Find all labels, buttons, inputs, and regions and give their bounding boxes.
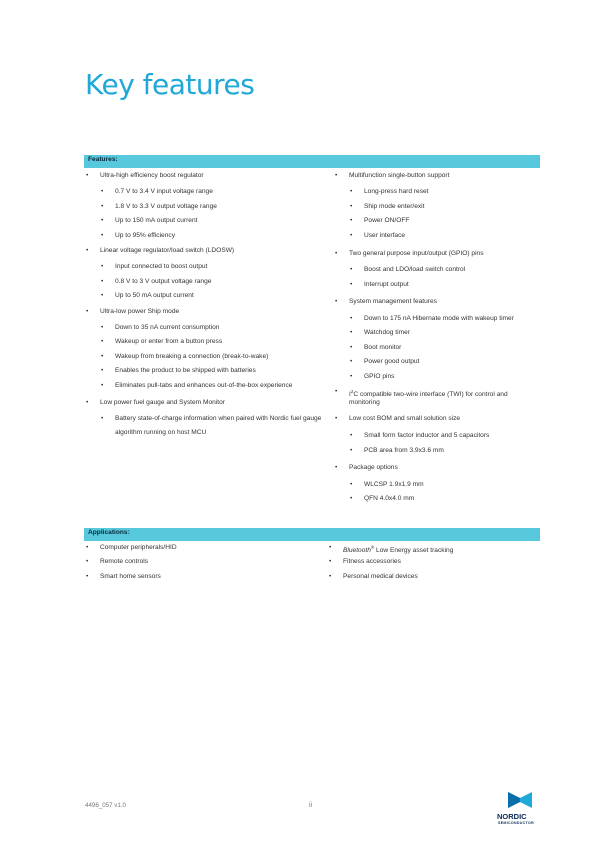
bullet-icon: • xyxy=(350,481,353,488)
feature-text: Eliminates pull-tabs and enhances out-of-the-box experience xyxy=(115,382,293,389)
bullet-icon: • xyxy=(101,203,104,210)
bullet-icon: • xyxy=(350,329,353,336)
feature-item xyxy=(335,463,398,473)
feature-item xyxy=(350,494,415,504)
feature-item xyxy=(350,314,514,324)
feature-text: Up to 50 mA output current xyxy=(115,292,194,299)
application-text: Remote controls xyxy=(100,558,149,565)
bullet-icon: • xyxy=(350,373,353,380)
applications-header-bar xyxy=(84,528,540,541)
bullet-icon: • xyxy=(335,464,338,471)
feature-item xyxy=(335,297,437,307)
feature-text: Up to 150 mA output current xyxy=(115,217,198,224)
bullet-icon: • xyxy=(101,338,104,345)
features-header: Features: xyxy=(88,156,118,163)
bullet-icon: • xyxy=(335,415,338,422)
feature-text: Power good output xyxy=(364,358,420,365)
feature-item xyxy=(350,216,410,226)
feature-item xyxy=(350,202,425,212)
bullet-icon: • xyxy=(335,388,338,395)
bullet-icon: • xyxy=(350,232,353,239)
feature-text: GPIO pins xyxy=(364,373,395,380)
feature-text: Package options xyxy=(349,464,398,471)
feature-text: Interrupt output xyxy=(364,281,409,288)
bullet-icon: • xyxy=(335,298,338,305)
bullet-icon: • xyxy=(350,344,353,351)
bullet-icon: • xyxy=(86,172,89,179)
feature-text: Boost and LDO/load switch control xyxy=(364,266,466,273)
feature-text: Boot monitor xyxy=(364,344,402,351)
feature-item xyxy=(101,187,213,197)
feature-item xyxy=(335,414,461,424)
feature-item xyxy=(350,187,429,197)
bullet-icon: • xyxy=(335,250,338,257)
feature-item xyxy=(101,381,293,391)
feature-item xyxy=(350,446,444,456)
application-item xyxy=(86,543,177,553)
bullet-icon: • xyxy=(101,188,104,195)
feature-text: WLCSP 1.9x1.9 mm xyxy=(364,481,424,488)
application-text: Low Energy asset tracking xyxy=(374,547,454,555)
feature-text: Watchdog timer xyxy=(364,329,410,336)
feature-item xyxy=(101,366,256,376)
bullet-icon: • xyxy=(101,415,104,422)
applications-header: Applications: xyxy=(88,529,130,536)
feature-item xyxy=(101,202,217,212)
logo-subtitle: SEMICONDUCTOR xyxy=(498,821,534,825)
brand-text: Bluetooth xyxy=(343,547,371,555)
feature-item xyxy=(335,171,450,181)
bullet-icon: • xyxy=(350,358,353,365)
application-text: Smart home sensors xyxy=(100,573,161,580)
feature-item xyxy=(101,231,175,241)
features-header-bar xyxy=(84,155,540,168)
feature-text: User interface xyxy=(364,232,406,239)
feature-text: Input connected to boost output xyxy=(115,263,208,270)
feature-text: algorithm running on host MCU xyxy=(115,429,207,436)
application-text: Computer peripherals/HID xyxy=(100,544,177,551)
feature-text: QFN 4.0x4.0 mm xyxy=(364,495,415,502)
document-id: 4496_057 v1.0 xyxy=(85,802,126,809)
application-item xyxy=(86,557,149,567)
feature-item xyxy=(86,246,235,256)
feature-item xyxy=(350,231,406,241)
bullet-icon: • xyxy=(86,399,89,406)
bullet-icon: • xyxy=(350,281,353,288)
bullet-icon: • xyxy=(101,263,104,270)
bullet-icon: • xyxy=(86,558,89,565)
feature-item xyxy=(101,337,223,347)
feature-item xyxy=(101,352,269,362)
feature-item xyxy=(115,428,206,438)
feature-text: Ship mode enter/exit xyxy=(364,203,425,210)
feature-text: Down to 175 nA Hibernate mode with wakeup timer xyxy=(364,315,514,322)
feature-text: Wakeup or enter from a button press xyxy=(115,338,223,345)
bullet-icon: • xyxy=(101,292,104,299)
bullet-icon: • xyxy=(101,217,104,224)
feature-text: Two general purpose input/output (GPIO) pins xyxy=(349,250,484,257)
feature-text: Ultra-high efficiency boost regulator xyxy=(100,172,204,179)
feature-item xyxy=(350,265,466,275)
feature-text: 0.8 V to 3 V output voltage range xyxy=(115,278,212,285)
feature-item xyxy=(101,323,220,333)
bullet-icon: • xyxy=(350,203,353,210)
bullet-icon: • xyxy=(329,573,332,580)
application-item xyxy=(86,572,161,582)
bullet-icon: • xyxy=(86,308,89,315)
bullet-icon: • xyxy=(329,558,332,565)
application-item xyxy=(329,543,454,556)
bullet-icon: • xyxy=(101,232,104,239)
feature-item xyxy=(101,277,212,287)
bullet-icon: • xyxy=(101,353,104,360)
page-number: ii xyxy=(309,802,313,809)
feature-text: Power ON/OFF xyxy=(364,217,410,224)
bullet-icon: • xyxy=(350,447,353,454)
registered-mark: ® xyxy=(370,545,375,550)
feature-item xyxy=(350,280,409,290)
bullet-icon: • xyxy=(101,324,104,331)
bullet-icon: • xyxy=(329,544,332,551)
bullet-icon: • xyxy=(350,432,353,439)
page-title: Key features xyxy=(85,68,255,101)
feature-item xyxy=(101,291,194,301)
bullet-icon: • xyxy=(101,278,104,285)
application-item xyxy=(329,572,418,582)
feature-item xyxy=(86,398,225,408)
application-text: Personal medical devices xyxy=(343,573,418,580)
feature-item xyxy=(350,343,402,353)
bullet-icon: • xyxy=(86,544,89,551)
feature-text: Linear voltage regulator/load switch (LDOSW) xyxy=(100,247,235,254)
feature-text: Battery state-of-charge information when paired with Nordic fuel gauge xyxy=(115,415,322,422)
feature-text: Wakeup from breaking a connection (break-to-wake) xyxy=(115,353,269,360)
bullet-icon: • xyxy=(86,247,89,254)
feature-text: Low power fuel gauge and System Monitor xyxy=(100,399,225,406)
feature-text: Multifunction single-button support xyxy=(349,172,450,179)
feature-text: $I^2C$ compatible two-wire interface (TWI) for control and xyxy=(349,389,508,399)
feature-item xyxy=(86,307,180,317)
feature-text: Low cost BOM and small solution size xyxy=(349,415,461,422)
feature-item xyxy=(335,249,484,259)
application-item xyxy=(329,557,401,567)
feature-text: 0.7 V to 3.4 V input voltage range xyxy=(115,188,213,195)
feature-item xyxy=(349,398,380,408)
feature-item xyxy=(101,262,208,272)
feature-text: Small form factor inductor and 5 capacitors xyxy=(364,432,490,439)
feature-item xyxy=(350,480,424,490)
feature-item xyxy=(350,328,410,338)
feature-item xyxy=(101,414,322,424)
feature-item xyxy=(350,431,490,441)
feature-text: Long-press hard reset xyxy=(364,188,429,195)
feature-text: monitoring xyxy=(349,399,380,406)
feature-item xyxy=(350,357,420,367)
bullet-icon: • xyxy=(350,217,353,224)
bullet-icon: • xyxy=(350,188,353,195)
bullet-icon: • xyxy=(101,367,104,374)
bullet-icon: • xyxy=(335,172,338,179)
logo-name: NORDIC xyxy=(497,812,527,821)
bullet-icon: • xyxy=(86,573,89,580)
feature-item xyxy=(101,216,198,226)
feature-item xyxy=(86,171,204,181)
feature-text: System management features xyxy=(349,298,437,305)
feature-text: Ultra-low power Ship mode xyxy=(100,308,180,315)
bullet-icon: • xyxy=(350,266,353,273)
feature-text: PCB area from 3.9x3.6 mm xyxy=(364,447,444,454)
feature-text: Down to 35 nA current consumption xyxy=(115,324,220,331)
application-text: Fitness accessories xyxy=(343,558,401,565)
bullet-icon: • xyxy=(101,382,104,389)
feature-text: Enables the product to be shipped with batteries xyxy=(115,367,256,374)
feature-text: 1.8 V to 3.3 V output voltage range xyxy=(115,203,217,210)
feature-item xyxy=(350,372,395,382)
feature-text: Up to 95% efficiency xyxy=(115,232,175,239)
bullet-icon: • xyxy=(350,495,353,502)
bullet-icon: • xyxy=(350,315,353,322)
